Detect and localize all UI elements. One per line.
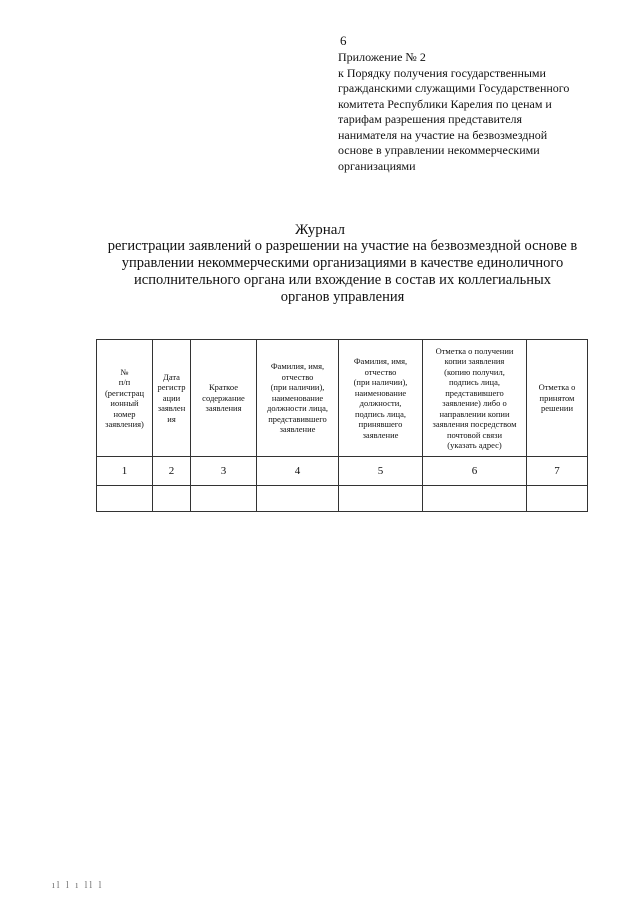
header-line: должности лица,: [267, 403, 328, 414]
table-row-empty: [97, 486, 588, 512]
appendix-line: организациями: [338, 158, 416, 173]
header-line: п/п: [118, 377, 131, 387]
empty-cell: [97, 486, 153, 512]
header-line: ия: [167, 413, 176, 424]
appendix-line: нанимателя на участие на безвозмездной: [338, 127, 548, 142]
column-number-cell: 5: [339, 457, 423, 486]
header-line: содержание: [202, 392, 245, 403]
scan-marks: ıl l ı ll l: [52, 880, 104, 891]
header-line: (при наличии),: [353, 377, 408, 387]
header-line: заявление: [279, 424, 316, 435]
empty-cell: [191, 486, 257, 512]
header-cell-submitter: [257, 340, 339, 457]
column-number-cell: 6: [423, 457, 527, 486]
header-line: решении: [541, 403, 573, 414]
empty-cell: [527, 486, 588, 512]
header-line: (копию получил,: [444, 366, 505, 377]
header-line: заявление: [362, 429, 399, 440]
header-cell-summary: [191, 340, 257, 457]
appendix-note: [338, 50, 578, 174]
header-line: отчество: [364, 366, 397, 377]
appendix-line: основе в управлении некоммерческими: [338, 143, 540, 157]
header-line: подпись лица,: [355, 408, 406, 419]
empty-cell: [423, 486, 527, 512]
appendix-line: комитета Республики Карелия по ценам и: [338, 96, 552, 111]
header-line: должности,: [359, 398, 402, 408]
header-line: принятом: [539, 392, 575, 403]
header-line: (регистрац: [104, 387, 145, 398]
header-cell-receiver: [339, 340, 423, 457]
header-cell-decision: [527, 340, 588, 457]
header-line: отчество: [281, 371, 314, 382]
header-line: Отметка о: [538, 382, 576, 393]
registration-table: [96, 339, 588, 512]
page-number: 6: [340, 33, 347, 48]
header-line: представившего: [445, 387, 504, 398]
header-line: Краткое: [208, 382, 238, 393]
header-cell-date: [153, 340, 191, 457]
column-number-cell: 3: [191, 457, 257, 486]
header-line: почтовой связи: [446, 429, 503, 440]
header-line: №: [120, 366, 129, 377]
header-line: Дата: [163, 371, 180, 382]
column-number-cell: 7: [527, 457, 588, 486]
header-line: принявшего: [358, 419, 403, 429]
appendix-line: Приложение № 2: [338, 50, 426, 64]
column-number-row: [97, 457, 588, 486]
column-number-cell: 1: [97, 457, 153, 486]
empty-cell: [339, 486, 423, 512]
header-line: ионный: [110, 398, 139, 408]
subtitle-line: органов управления: [280, 289, 405, 305]
header-line: заявление) либо о: [442, 398, 507, 408]
header-line: ации: [162, 392, 181, 403]
header-line: заявления посредством: [432, 419, 517, 429]
header-line: наименование: [354, 387, 407, 398]
header-line: направлении копии: [439, 408, 510, 419]
appendix-line: тарифам разрешения представителя: [338, 112, 523, 126]
header-line: (при наличии),: [270, 382, 325, 393]
header-line: Фамилия, имя,: [353, 356, 408, 366]
subtitle-line: регистрации заявлений о разрешении на участие на безвозмездной основе в: [107, 238, 578, 254]
header-line: представившего: [268, 413, 327, 424]
table-header-row: [97, 340, 588, 457]
header-line: наименование: [271, 392, 324, 403]
journal-title: Журнал: [294, 222, 345, 238]
journal-subtitle: [100, 238, 585, 306]
empty-cell: [257, 486, 339, 512]
header-line: копии заявления: [444, 356, 505, 366]
header-line: заявлен: [157, 403, 186, 414]
header-line: заявления): [105, 419, 144, 429]
header-cell-number: [97, 340, 153, 457]
appendix-line: гражданскими служащими Государственного: [338, 81, 570, 95]
header-line: Фамилия, имя,: [270, 361, 325, 372]
empty-cell: [153, 486, 191, 512]
header-line: Отметка о получении: [435, 345, 514, 356]
header-line: регистр: [157, 382, 186, 393]
subtitle-line: управлении некоммерческими организациями в качестве единоличного: [121, 255, 564, 271]
header-cell-copy-receipt: [423, 340, 527, 457]
header-line: (указать адрес): [447, 440, 502, 450]
header-line: номер: [113, 408, 136, 419]
column-number-cell: 2: [153, 457, 191, 486]
header-line: подпись лица,: [449, 377, 500, 387]
column-number-cell: 4: [257, 457, 339, 486]
header-line: заявления: [205, 403, 242, 414]
appendix-line: к Порядку получения государственными: [338, 65, 546, 80]
subtitle-line: исполнительного органа или вхождение в состав их коллегиальных: [134, 272, 551, 288]
